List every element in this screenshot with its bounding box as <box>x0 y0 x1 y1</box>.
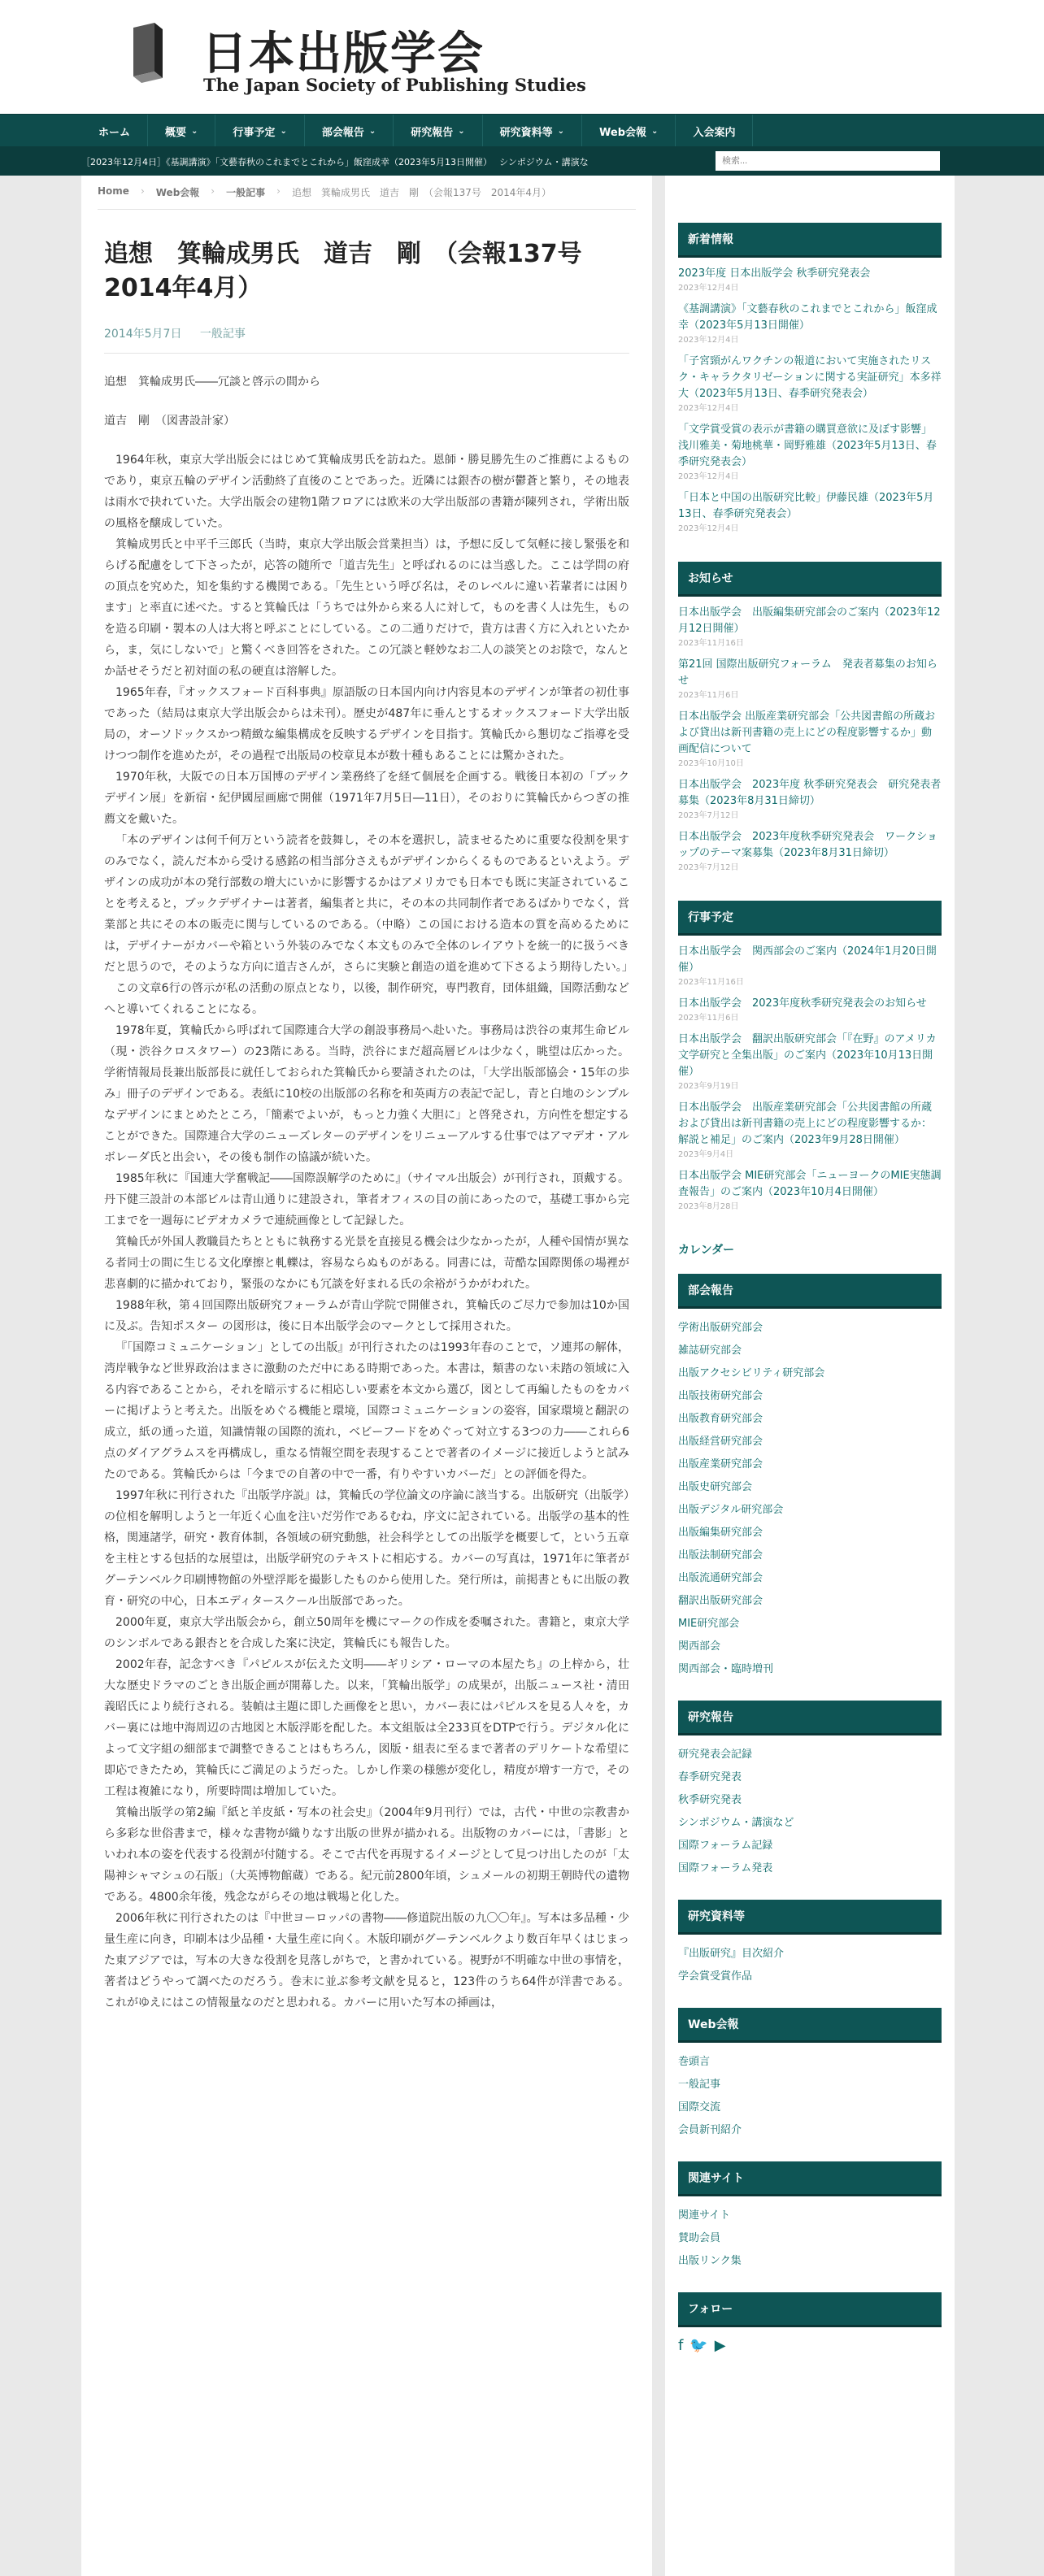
news-ticker <box>0 146 1044 176</box>
divisions-link[interactable]: 出版編集研究部会 <box>678 1527 763 1539</box>
news-link[interactable]: 2023年度 日本出版学会 秋季研究発表会 <box>678 267 871 280</box>
article-paragraph: この文章6行の啓示が私の活動の原点となり，以後，制作研究，専門教育，団体組織，国際活動などへと導いてくれることになる。 <box>104 982 629 1016</box>
notices-date: 2023年11月6日 <box>678 691 739 700</box>
nav-item[interactable] <box>394 115 482 147</box>
research-list <box>678 1735 942 1883</box>
divisions-link[interactable]: 学術出版研究部会 <box>678 1322 763 1334</box>
breadcrumb-separator: › <box>276 185 281 197</box>
events-date: 2023年8月28日 <box>678 1202 739 1211</box>
related-sites-widget <box>678 2161 942 2276</box>
breadcrumb-home[interactable]: Home <box>98 185 129 197</box>
divisions-link[interactable]: 関西部会 <box>678 1640 721 1653</box>
nav-item-label: 部会報告 <box>321 126 364 139</box>
calendar-title: カレンダー <box>678 1244 735 1257</box>
chevron-down-icon: ⌄ <box>368 126 376 136</box>
events-link[interactable]: 日本出版学会 出版産業研究部会「公共図書館の所蔵および貸出は新刊書籍の売上にどの程度影響するか：解説と補足」のご案内（2023年9月28日開催） <box>678 1101 933 1146</box>
list-item <box>678 266 942 295</box>
news-list <box>678 258 942 545</box>
chevron-down-icon: ⌄ <box>191 126 198 136</box>
article-paragraph: 箕輪出版学の第2編『紙と羊皮紙・写本の社会史』（2004年9月刊行）では，古代・中世の宗教書から多彩な世俗書まで，様々な書物が織りなす出版の世界が描かれる。出版物のカバーには，「書影」といわれ本の姿を代表する役割が付随する。そこで古代を再現するイメージとして見つけ出したのが「太陽神シャマシュの石版」（大英博物館蔵）である。紀元前2800年頃，シュメールの初期王朝時代の遺物である。4800余年後，残念ながらその地は戦場と化した。 <box>104 1806 629 1904</box>
article-paragraph: 1965年春，『オックスフォード百科事典』原語版の日本国内向け内容見本のデザインが筆者の初仕事であった（結局は東京大学出版会からは未刊）。歴史が487年に垂んとするオックスフォード大学出版局の，オーソドックスかつ精緻な編集構成を反映するデザインを目指す。箕輪氏から懇切なご指導を受けつつ制作を進めたが，その過程で出版局の校章見本が数十種もあることには驚かされた。 <box>104 686 629 762</box>
list-item <box>678 777 942 823</box>
chevron-down-icon: ⌄ <box>651 126 659 136</box>
notices-link[interactable]: 日本出版学会 出版編集研究部会のご案内（2023年12月12日開催） <box>678 606 941 635</box>
article-paragraph: 箕輪成男氏と中平千三郎氏（当時，東京大学出版会営業担当）は，予想に反して気軽に接し緊張を和らげる配慮をして下さったが，応答の随所で「道吉先生」と呼ばれるのには当惑した。ここは学問の府の頂点を究めた，知を集約する機関である。「先生という呼び名は，そのレベルに違い若輩者には困ります」と率直に述べた。すると箕輪氏は「うちでは外から来る人に対して，ものを書く人は先生，ものを造る印刷・製本の人は大将と呼ぶことにしている。この二通りだけで，貴方は書く方に入れといたから，ま，気にしないで」と驚くべき回答をされた。この冗談と軽妙なお二人の談笑とのお陰で，なんとか話せそうだと初対面の私の硬直は溶解した。 <box>104 538 629 678</box>
research-link[interactable]: 研究発表会記録 <box>678 1748 753 1761</box>
article-paragraph: 「本のデザインは何千何万という読者を鼓舞し，その本を選択し，読ませるために重要な役割を果すのみでなく，読んだ本から受ける感銘の相当部分さえもがデザインからくるものであるといえよう。デザインの成功が本の発行部数の増大にいかに影響するかはアメリカでも日本でも既に実証されていることを考えると，ブックデザイナーは著者，編集者と共に，その本の共同制作者であるばかりでなく，営業部と共にその本の販売に関与しているのである。（中略）この国における造本の質を高めるためには，デザイナーがカバーや箱という外装のみでなく本文ものみで全体のレイアウトを統一的に扱うべきだと思うので，そのような方向に道吉さんが，さらに実験と創造の道を進めて下さるよう期待したい。」 <box>104 834 633 974</box>
news-date: 2023年12月4日 <box>678 336 739 345</box>
nav-item-label: ホーム <box>98 126 131 139</box>
nav-item-label: 研究資料等 <box>499 126 553 139</box>
web-kaiho-widget <box>678 2008 942 2145</box>
notices-link[interactable]: 第21回 国際出版研究フォーラム 発表者募集のお知らせ <box>678 658 937 687</box>
research-link[interactable]: 秋季研究発表 <box>678 1794 742 1806</box>
list-item <box>678 996 942 1025</box>
news-link[interactable]: 「文学賞受賞の表示が書籍の購買意欲に及ぼす影響」浅川雅美・菊地桃華・岡野雅雄（2023年5月13日、春季研究発表会） <box>678 424 937 468</box>
news-date: 2023年12月4日 <box>678 404 739 413</box>
search-input[interactable] <box>716 151 940 171</box>
news-widget <box>678 223 942 545</box>
research-widget <box>678 1701 942 1883</box>
breadcrumb-separator: › <box>140 185 145 197</box>
notices-date: 2023年10月10日 <box>678 759 744 768</box>
site-header <box>0 0 1044 114</box>
nav-item[interactable] <box>582 115 676 147</box>
news-link[interactable]: 《基調講演》「文藝春秋のこれまでとこれから」飯窪成幸（2023年5月13日開催） <box>678 303 937 332</box>
breadcrumb-separator: › <box>211 185 215 197</box>
notices-list <box>678 597 942 884</box>
article-paragraph: 『「国際コミュニケーション」としての出版』が刊行されたのは1993年春のことで，ソ連邦の解体，湾岸戦争など世界政治はまさに激動のただ中にある時期であった。本書は，類書のない未踏の領域に入る内容であることから，それを暗示するに相応しい要素を本文から選び，図として再編したものをカバーに掲げようと考えた。出版をめぐる機能と環境，国際コミュニケーションの姿容，国家環境と翻訳の成立，紙の通った道，知識情報の国際的流れ，ベビーフードをめぐって対立する3つの力――これら6点のダイアグラムスを再構成し，重なる情報空間を表現することで著者のイメージに接近しようと試みたのである。箕輪氏からは「今までの自著の中で一番，有りやすいカバーだ」との評価を得た。 <box>104 1341 629 1481</box>
list-item <box>678 657 942 702</box>
article-paragraph: 2006年秋に刊行されたのは『中世ヨーロッパの書物――修道院出版の九〇〇年』。写本は多品種・少量生産に向き，印刷本は少品種・大量生産に向く。木版印刷がグーテンベルクより数百年早くはじまった東アジアでは，写本の大きな役割を見落しがちで，と書かれている。視野が不明確な中世の事情を，著者はどうやって調べたのだろう。巻末に並ぶ参考文献を見ると，123件のうち64件が洋書である。これがゆえにはこの情報量なのだと思われる。カバーに用いた写本の挿画は， <box>104 1912 629 2009</box>
divisions-link[interactable]: 出版史研究部会 <box>678 1481 753 1493</box>
research-link[interactable]: 春季研究発表 <box>678 1771 742 1783</box>
news-widget-title: 新着情報 <box>678 223 942 258</box>
news-link[interactable]: 「日本と中国の出版研究比較」伊藤民雄（2023年5月13日、春季研究発表会） <box>678 492 934 520</box>
nav-item[interactable] <box>148 115 215 147</box>
materials-list <box>678 1935 942 1992</box>
notices-link[interactable]: 日本出版学会 2023年度 秋季研究発表会 研究発表者募集（2023年8月31日締切） <box>678 779 942 807</box>
web-kaiho-list <box>678 2043 942 2145</box>
news-date: 2023年12月4日 <box>678 472 739 481</box>
events-list <box>678 936 942 1223</box>
breadcrumb-general[interactable]: 一般記事 <box>226 187 266 198</box>
nav-item-label: 入会案内 <box>693 126 736 139</box>
site-name-ja[interactable]: 日本出版学会 <box>202 27 485 80</box>
article-paragraph: 1988年秋，第４回国際出版研究フォーラムが青山学院で開催され，箕輪氏のご尽力で参加は10か国に及ぶ。告知ポスター の図形は，後に日本出版学会のマークとして採用された。 <box>104 1299 629 1333</box>
divisions-link[interactable]: 出版デジタル研究部会 <box>678 1504 784 1516</box>
article-paragraph: 1978年夏，箕輪氏から呼ばれて国際連合大学の創設事務局へ赴いた。事務局は渋谷の東邦生命ビル（現・渋谷クロスタワー）の23階にある。当時，渋谷にまだ超高層ビルは少なく，眺望は広かった。学術情報局長兼出版部長に就任しておられた箕輪氏から要請されたのは，「大学出版部協会・15年の歩み」冊子のデザインである。表紙に10校の出版部の名称を和英両方の表記で記し，青と白地のシンプルなデザインにまとめたところ，「簡素でよいが，もっと力強く大胆に」と啓発され，方向性を想定することができた。国際連合大学のニューズレターのデザインをリニューアルする仕事ではアマデオ・アルボレーダ氏と出会い，その後も制作の協議が続いた。 <box>104 1024 629 1164</box>
site-name-en[interactable]: The Japan Society of Publishing Studies <box>203 75 586 95</box>
related-sites-widget-title: 関連サイト <box>678 2161 942 2196</box>
list-item <box>678 490 942 536</box>
facebook-icon[interactable]: f <box>678 2337 684 2354</box>
article-author: 道吉 剛 （図書設計家） <box>104 415 235 428</box>
article-content <box>104 371 633 2013</box>
list-item <box>678 605 942 650</box>
list-item <box>678 1100 942 1162</box>
nav-item-label: 行事予定 <box>233 126 276 139</box>
nav-item-label: Web会報 <box>599 126 647 139</box>
divisions-link[interactable]: 出版産業研究部会 <box>678 1458 763 1470</box>
follow-widget-title: フォロー <box>678 2292 942 2327</box>
events-link[interactable]: 日本出版学会 翻訳出版研究部会「『在野』のアメリカ文学研究と全集出版」のご案内（2023年10月13日開催） <box>678 1033 937 1078</box>
materials-link[interactable]: 学会賞受賞作品 <box>678 1970 753 1983</box>
list-item <box>678 302 942 347</box>
logo-book-icon[interactable] <box>130 23 166 88</box>
news-date: 2023年12月4日 <box>678 524 739 533</box>
notices-link[interactable]: 日本出版学会 2023年度秋季研究発表会 ワークショップのテーマ案募集（2023年8月31日締切） <box>678 831 937 859</box>
article-paragraph: 1970年秋，大阪での日本万国博のデザイン業務終了を経て個展を企画する。戦後日本初の「ブックデザイン展」を新宿・紀伊國屋画廊で開催（1971年7月5日―11日），そのおりに箕輪氏からつぎの推薦文を戴いた。 <box>104 771 629 826</box>
divisions-link[interactable]: 出版経営研究部会 <box>678 1436 763 1448</box>
materials-widget-title: 研究資料等 <box>678 1900 942 1935</box>
nav-item-label: 研究報告 <box>411 126 454 139</box>
article-date: 2014年5月7日 <box>104 328 182 341</box>
research-widget-title: 研究報告 <box>678 1701 942 1735</box>
notices-date: 2023年7月12日 <box>678 811 739 820</box>
follow-widget <box>678 2292 942 2364</box>
page-title: 追想 箕輪成男氏 道吉 剛 （会報137号 2014年4月） <box>104 240 607 302</box>
breadcrumb-web-kaiho[interactable]: Web会報 <box>155 187 200 198</box>
divisions-link[interactable]: MIE研究部会 <box>678 1618 740 1630</box>
article-paragraph: 箕輪氏が外国人教職員たちとともに執務する光景を直接見る機会は少なかったが，人種や国情が異なる者同士の間に生じる文化摩擦と軋轢は，容易ならぬものがある。同書には，苛酷な国際関係の場裡が悲喜劇的に描かれており，緊張のなかにも冗談を好まれる氏の余裕がうかがわれた。 <box>104 1236 629 1291</box>
divisions-widget-title: 部会報告 <box>678 1274 942 1309</box>
events-widget-title: 行事予定 <box>678 901 942 936</box>
notices-date: 2023年11月16日 <box>678 639 744 648</box>
events-link[interactable]: 日本出版学会 関西部会のご案内（2024年1月20日開催） <box>678 945 937 974</box>
divisions-link[interactable]: 翻訳出版研究部会 <box>678 1595 763 1607</box>
list-item <box>678 829 942 875</box>
list-item <box>678 709 942 771</box>
events-link[interactable]: 日本出版学会 2023年度秋季研究発表会のお知らせ <box>678 997 927 1010</box>
related-sites-link[interactable]: 賛助会員 <box>678 2232 721 2244</box>
breadcrumb-current: 追想 箕輪成男氏 道吉 剛 （会報137号 2014年4月） <box>291 187 552 198</box>
breadcrumb <box>98 176 636 210</box>
nav-item[interactable] <box>483 115 582 147</box>
news-link[interactable]: 「子宮頸がんワクチンの報道において実施されたリスク・キャラクタリゼーションに関する実証研究」本多祥大（2023年5月13日、春季研究発表会） <box>678 355 942 400</box>
events-date: 2023年9月19日 <box>678 1082 739 1091</box>
chevron-down-icon: ⌄ <box>280 126 287 136</box>
research-link[interactable]: シンポジウム・講演など <box>678 1817 794 1829</box>
events-date: 2023年11月16日 <box>678 978 744 987</box>
list-item <box>678 1168 942 1214</box>
list-item <box>678 1032 942 1093</box>
related-sites-link[interactable]: 関連サイト <box>678 2209 731 2222</box>
list-item <box>678 354 942 415</box>
notices-link[interactable]: 日本出版学会 出版産業研究部会「公共図書館の所蔵および貸出は新刊書籍の売上にどの程度影響するか」動画配信について <box>678 710 936 755</box>
research-link[interactable]: 国際フォーラム記録 <box>678 1840 773 1852</box>
article-paragraph: 1985年秋に『国連大学奮戦記――国際誤解学のために』（サイマル出版会）が刊行され，頂戴する。丹下健三設計の本部ビルは青山通りに建設され，筆者オフィスの目の前にあったので，基礎工事から完工までを一週毎にビデオカメラで連続画像として記録した。 <box>104 1172 629 1227</box>
article-meta <box>104 325 629 354</box>
nav-item[interactable] <box>81 115 148 147</box>
divisions-link[interactable]: 関西部会・臨時増刊 <box>678 1663 774 1675</box>
events-widget <box>678 901 942 1223</box>
divisions-link[interactable]: 出版技術研究部会 <box>678 1390 763 1402</box>
chevron-down-icon: ⌄ <box>458 126 465 136</box>
web-kaiho-widget-title: Web会報 <box>678 2008 942 2043</box>
sidebar <box>665 176 955 2576</box>
web-kaiho-link[interactable]: 一般記事 <box>678 2079 721 2091</box>
nav-item[interactable] <box>305 115 394 147</box>
web-kaiho-link[interactable]: 国際交流 <box>678 2101 721 2113</box>
divisions-link[interactable]: 出版教育研究部会 <box>678 1413 763 1425</box>
materials-widget <box>678 1900 942 1992</box>
research-link[interactable]: 国際フォーラム発表 <box>678 1862 773 1874</box>
twitter-icon[interactable]: 🐦 <box>689 2337 708 2354</box>
article-paragraph: 1964年秋，東京大学出版会にはじめて箕輪成男氏を訪ねた。恩師・勝見勝先生のご推薦によるものであり，東京五輪のデザイン活動終了直後のことであった。近隣には銀杏の樹が鬱蒼と繁り，その地表は雨水で抉れていた。大学出版会の建物1階フロアには欧米の大学出版部の書籍が陳列され，学術出版の風格を醸成していた。 <box>104 454 629 530</box>
main-nav <box>0 114 1044 146</box>
youtube-icon[interactable]: ▶ <box>714 2337 726 2354</box>
article-paragraph: 2002年春，記念すべき『パピルスが伝えた文明――ギリシア・ローマの本屋たち』の上梓から，壮大な歴史ドラマのごとき出版企画が開幕した。以来，「箕輪出版学」の成果が，出版ニュース社・清田義昭氏により続行される。装幀は主題に即した画像をと思い，カバー表にはパピルスを見る人々を，カバー裏には地中海周辺の古地図と木版浮彫を配した。本文組版は全233頁をDTPで行う。デジタル化によって文字組の細部まで調整できることはもちろん，図版・組表に至るまで著者のデリケートな希望に即応できたため，箕輪氏にご満足のようだった。しかし作業の様態が変化し，精度が増す一方で，その工程は複雑になり，所要時間は増加していた。 <box>104 1658 629 1798</box>
divisions-link[interactable]: 出版アクセシビリティ研究部会 <box>678 1367 825 1379</box>
events-link[interactable]: 日本出版学会 MIE研究部会「ニューヨークのMIE実態調査報告」のご案内（2023年10月4日開催） <box>678 1170 942 1198</box>
related-sites-list <box>678 2196 942 2276</box>
article-paragraph: 1997年秋に刊行された『出版学序説』は，箕輪氏の学位論文の序論に該当する。出版研究（出版学）の位相を解明しようと一年近く心血を注いだ労作であるむね，序文に記されている。出版学の基本的性格，関連諸学，研究・教育体制，各領域の研究動態，社会科学としての出版学を概要して，という五章を主柱とする包括的な展望は，出版学研究のテキストに相応する。カバーの写真は，1971年に筆者がグーテンベルク印刷博物館の外壁浮彫を撮影したものから使用した。発行所は，前掲書ともに出版の教育・研究の中心，日本エディタースクール出版部であった。 <box>104 1489 629 1608</box>
article-main <box>81 176 652 2576</box>
divisions-list <box>678 1309 942 1684</box>
events-date: 2023年11月6日 <box>678 1014 739 1023</box>
list-item <box>678 944 942 989</box>
article-paragraph: 2000年夏，東京大学出版会から，創立50周年を機にマークの作成を委嘱された。書籍と，東京大学のシンボルである銀杏とを合成した案に決定，箕輪氏にも報告した。 <box>104 1616 629 1650</box>
chevron-down-icon: ⌄ <box>557 126 565 136</box>
notices-widget <box>678 562 942 884</box>
notices-date: 2023年7月12日 <box>678 863 739 872</box>
nav-item[interactable] <box>676 115 753 147</box>
nav-item-label: 概要 <box>165 126 187 139</box>
web-kaiho-link[interactable]: 会員新刊紹介 <box>678 2124 742 2136</box>
news-date: 2023年12月4日 <box>678 284 739 293</box>
article-category[interactable]: 一般記事 <box>199 328 246 341</box>
events-date: 2023年9月4日 <box>678 1150 734 1159</box>
divisions-link[interactable]: 雑誌研究部会 <box>678 1344 742 1357</box>
related-sites-link[interactable]: 出版リンク集 <box>678 2255 742 2267</box>
nav-item[interactable] <box>215 115 304 147</box>
web-kaiho-link[interactable]: 巻頭言 <box>678 2056 711 2068</box>
divisions-widget <box>678 1274 942 1684</box>
materials-link[interactable]: 『出版研究』目次紹介 <box>678 1948 785 1960</box>
social-icons <box>678 2327 942 2364</box>
notices-widget-title: お知らせ <box>678 562 942 597</box>
divisions-link[interactable]: 出版流通研究部会 <box>678 1572 763 1584</box>
divisions-link[interactable]: 出版法制研究部会 <box>678 1549 763 1562</box>
ticker-text[interactable]: ［2023年12月4日］《基調講演》「文藝春秋のこれまでとこれから」飯窪成幸（2023年5月13日開催） シンポジウム・講演な <box>81 157 589 167</box>
article-subtitle: 追想 箕輪成男氏――冗談と啓示の間から <box>104 376 320 389</box>
list-item <box>678 422 942 484</box>
